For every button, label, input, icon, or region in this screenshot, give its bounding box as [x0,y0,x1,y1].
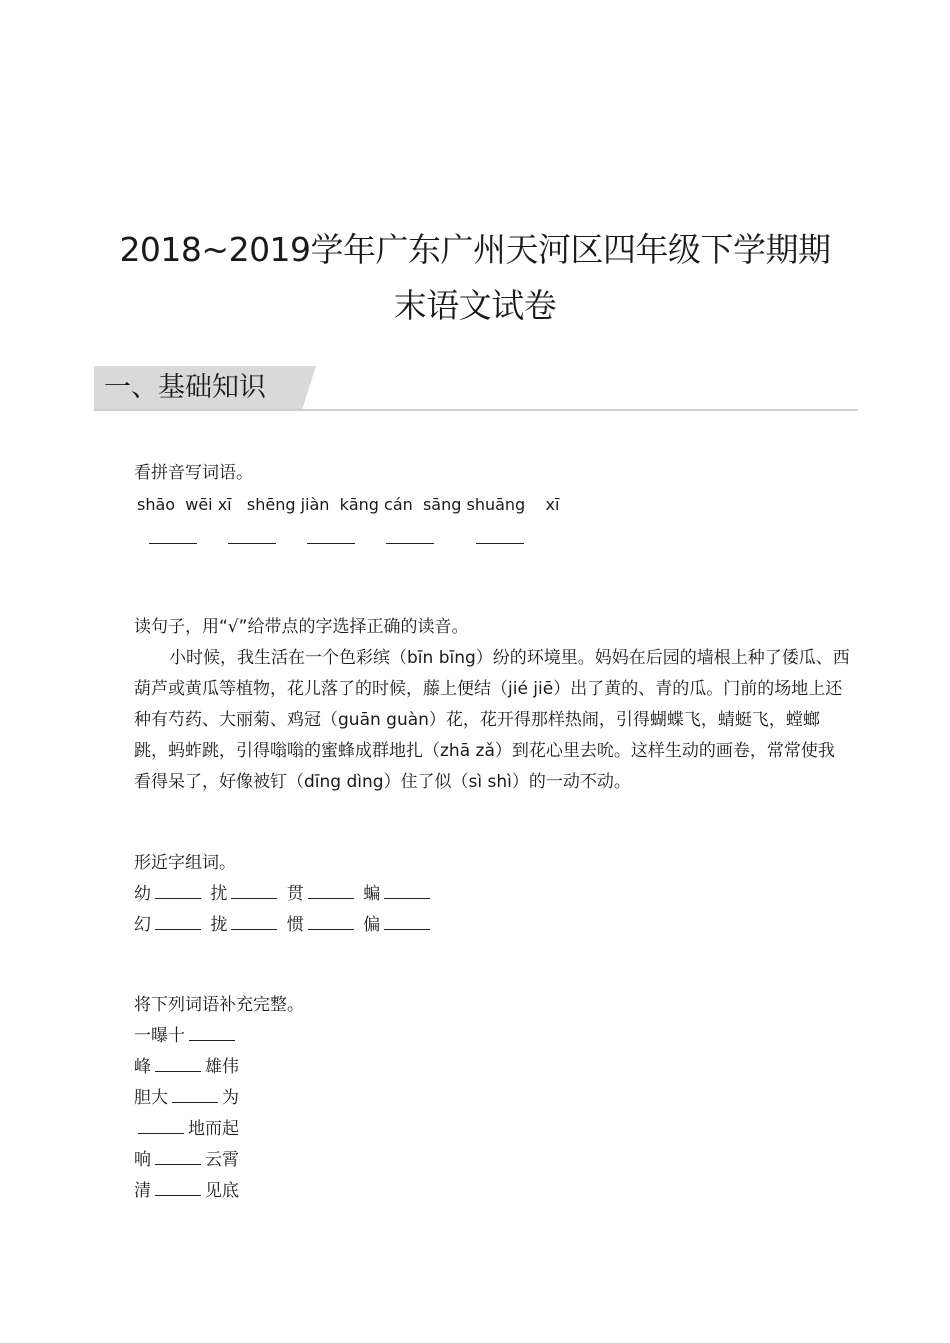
q3-char: 幻 [134,915,151,935]
q3-char: 幼 [134,884,151,904]
q4-prompt: 将下列词语补充完整。 [134,995,304,1015]
answer-blank[interactable] [155,911,201,930]
q4-post: 雄伟 [205,1057,239,1077]
answer-blank[interactable] [308,911,354,930]
q2-prompt: 读句子，用“√”给带点的字选择正确的读音。 [134,617,469,637]
answer-blank[interactable] [231,911,277,930]
q4-pre: 一曝十 [134,1026,185,1046]
q3-char: 扰 [210,884,228,904]
q1-prompt: 看拼音写词语。 [134,463,253,483]
q4-pre: 峰 [134,1057,151,1077]
answer-blank[interactable] [155,1146,201,1165]
page-title [0,222,950,334]
q3-prompt: 形近字组词。 [134,853,236,873]
q4-post: 地而起 [188,1119,239,1139]
section-rule [94,409,858,411]
q3-char: 惯 [286,915,304,935]
q4-pre: 胆大 [134,1088,168,1108]
answer-blank[interactable] [384,911,430,930]
q4-post: 云霄 [205,1150,239,1170]
q4-pre: 响 [134,1150,151,1170]
title-line-1: 2018~2019学年广东广州天河区四年级下学期期 [119,230,831,269]
answer-blank[interactable] [308,880,354,899]
q4-post: 见底 [205,1181,239,1201]
q4-post: 为 [222,1088,239,1108]
q4-item [134,1083,239,1114]
section-header [94,366,858,412]
q1-blank-4[interactable] [386,543,434,544]
title-line-2: 末语文试卷 [393,286,557,325]
q3-row-1 [134,879,434,910]
q1-pinyin: shāo wēi xī shēng jiàn kāng cán sāng shuāng xī [137,495,560,514]
q3-row-2 [134,910,434,941]
q4-item [134,1176,239,1207]
q4-item [134,1145,239,1176]
answer-blank[interactable] [384,880,430,899]
q4-item [134,1021,239,1052]
q4-item [134,1052,239,1083]
q1-blank-5[interactable] [476,543,524,544]
q1-blank-1[interactable] [149,543,197,544]
section-label: 一、基础知识 [104,372,266,403]
q3-char: 蝙 [363,884,381,904]
answer-blank[interactable] [138,1115,184,1134]
q1-blank-2[interactable] [228,543,276,544]
q3-char: 贯 [286,884,304,904]
answer-blank[interactable] [155,1053,201,1072]
q4-pre: 清 [134,1181,151,1201]
q3-char: 偏 [363,915,381,935]
answer-blank[interactable] [172,1084,218,1103]
q2-passage: 小时候，我生活在一个色彩缤（bīn bīng）纷的环境里。妈妈在后园的墙根上种了倭瓜、西葫芦或黄瓜等植物，花儿落了的时候，藤上便结（jié jiē）出了黄的、青的瓜。门前的场地上还种有芍药、大丽菊、鸡冠（guān guàn）花，花开得那样热闹，引得蝴蝶飞，蜻蜓飞，螳螂跳，蚂蚱跳，引得嗡嗡的蜜蜂成群地扎（zhā zǎ）到花心里去吮。这样生动的画卷，常常使我看得呆了，好像被钉（dīng dìng）住了似（sì shì）的一动不动。 [134,648,850,792]
answer-blank[interactable] [189,1022,235,1041]
q4-item [134,1114,239,1145]
answer-blank[interactable] [155,880,201,899]
answer-blank[interactable] [155,1177,201,1196]
q1-blank-3[interactable] [307,543,355,544]
q3-char: 拢 [210,915,228,935]
answer-blank[interactable] [231,880,277,899]
